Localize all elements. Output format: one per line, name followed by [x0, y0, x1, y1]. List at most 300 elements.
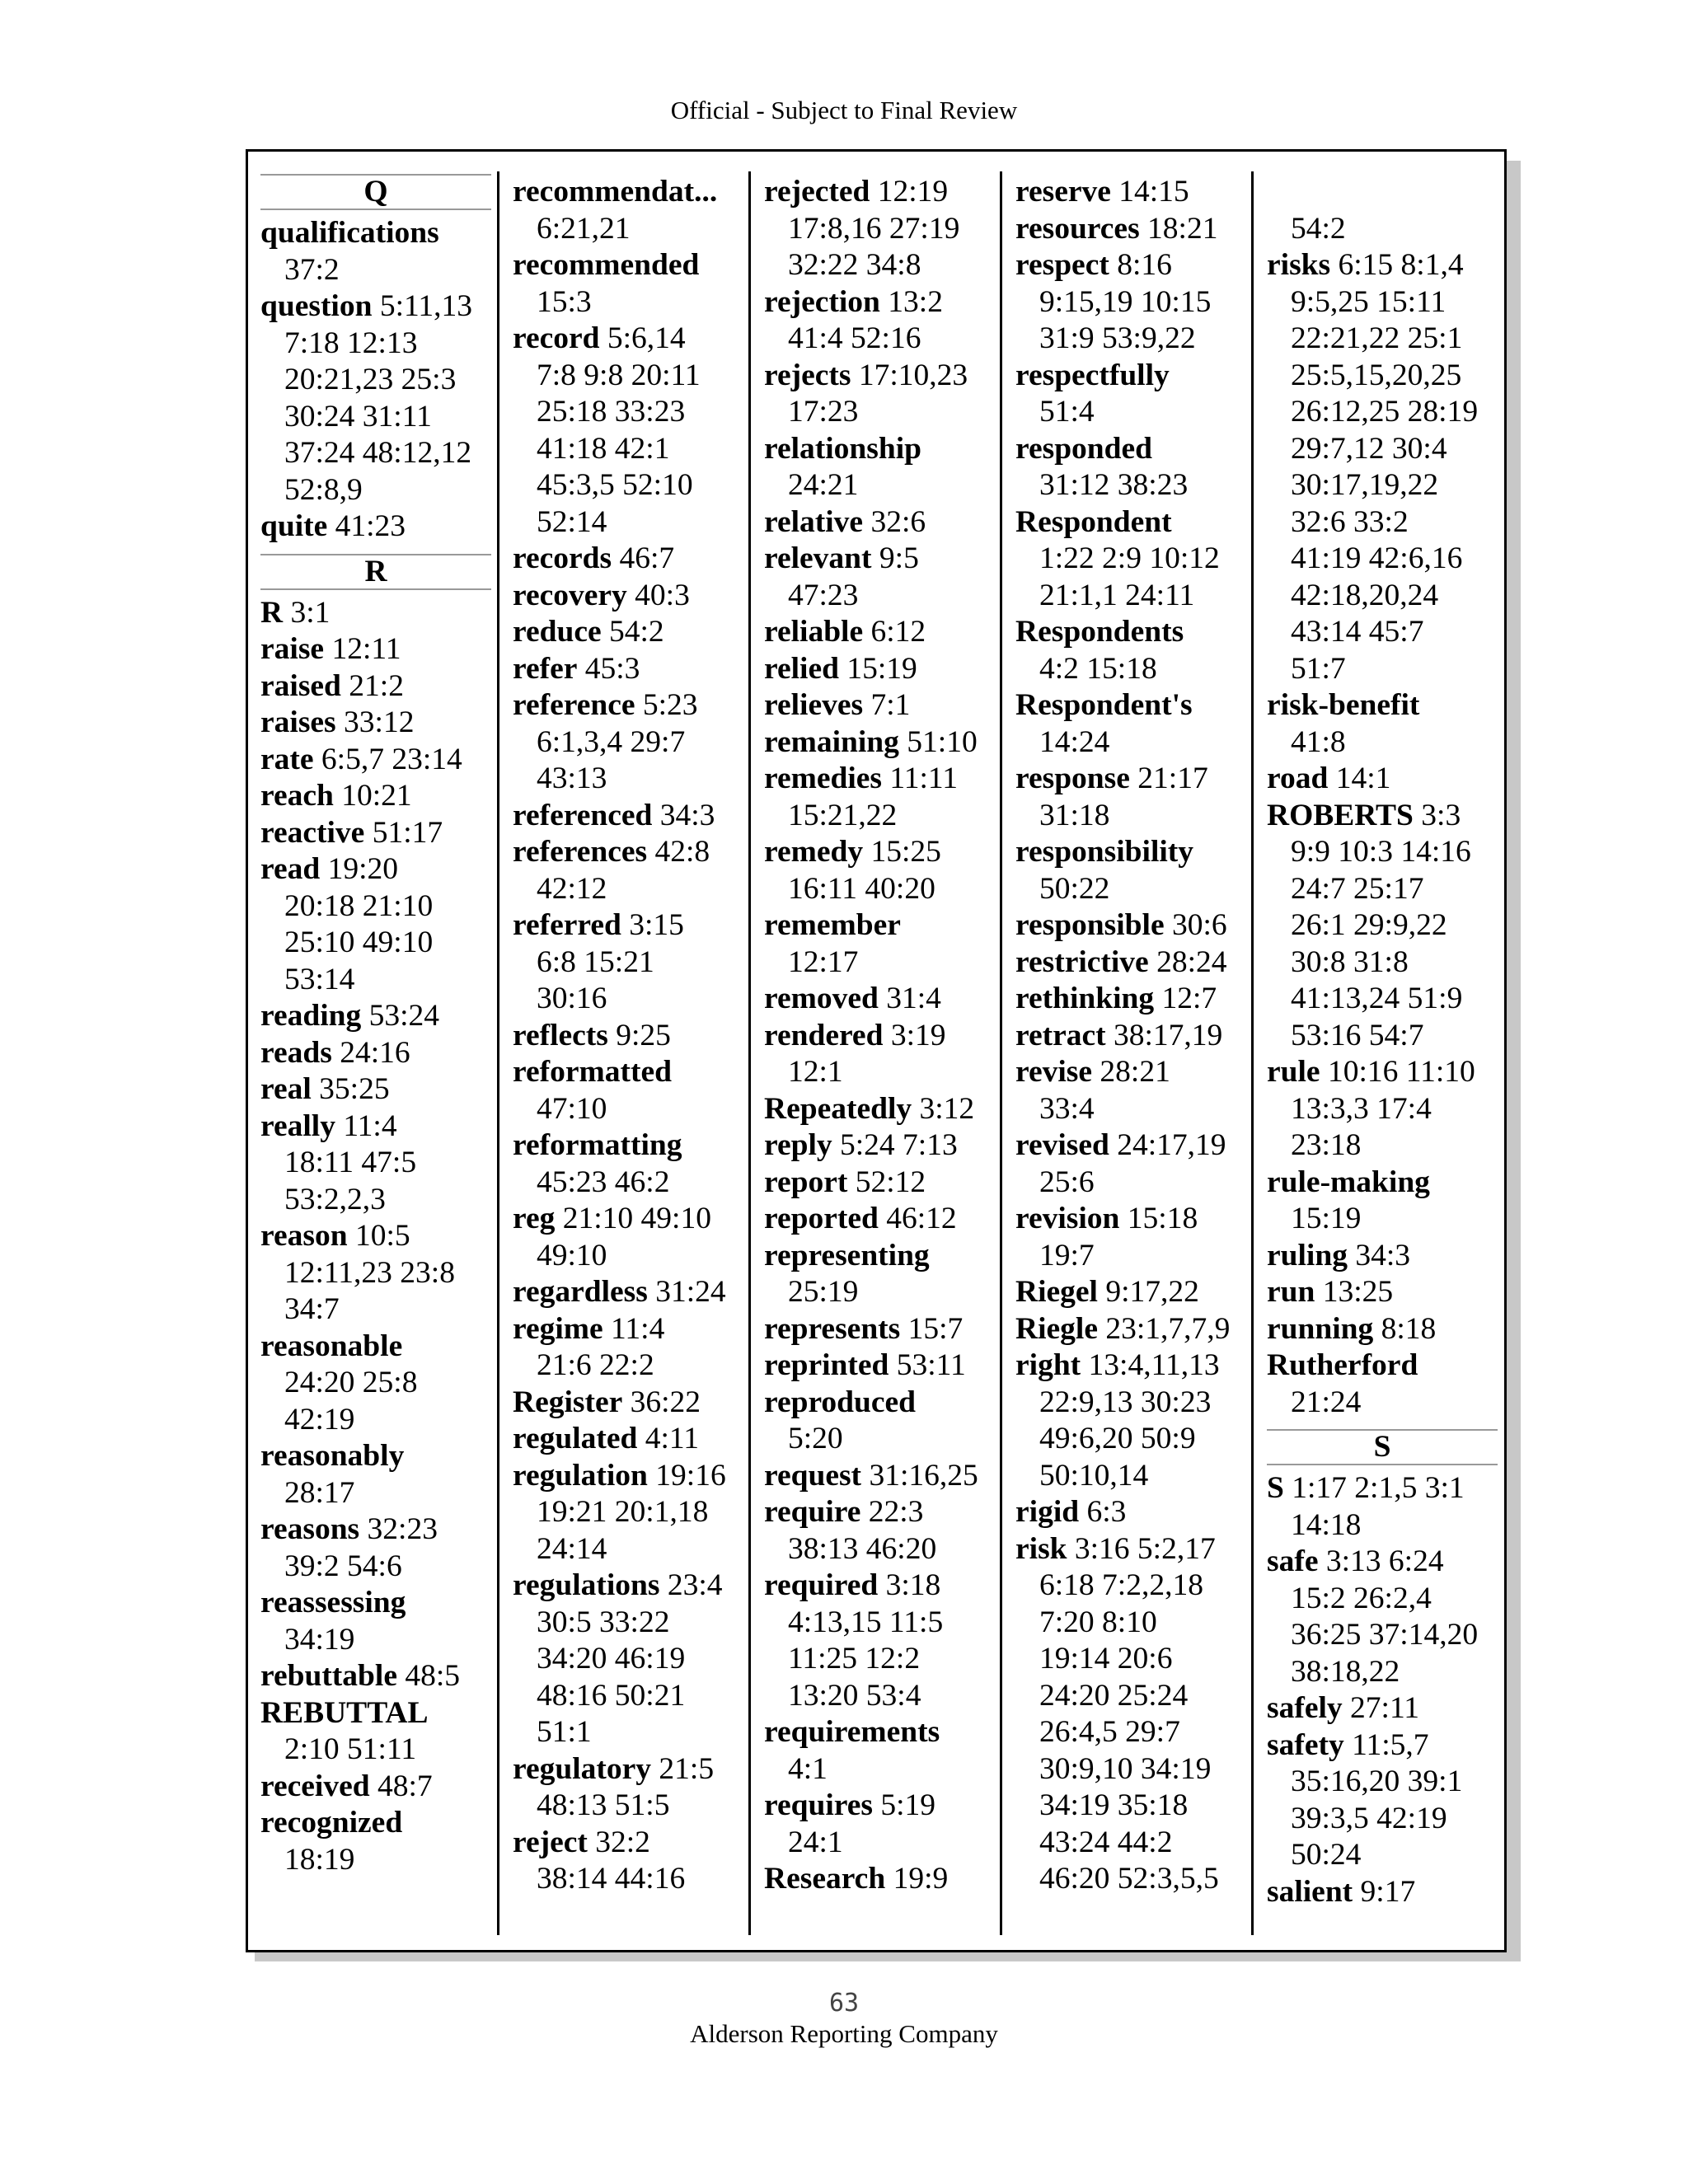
- index-entry: [1267, 1165, 1498, 1238]
- index-entry: [513, 1825, 743, 1898]
- entry-first-line: [764, 1091, 995, 1128]
- entry-first-line: [1267, 1727, 1498, 1765]
- page-refs: 43:14 45:7: [1291, 615, 1424, 649]
- entry-first-line: [1267, 1470, 1498, 1507]
- entry-first-line: [1267, 761, 1498, 798]
- page-refs: 53:24: [368, 999, 440, 1033]
- page-refs: 6:5,7 23:14: [321, 742, 462, 776]
- entry-continuation-line: [513, 1788, 743, 1825]
- entry-continuation-line: [513, 871, 743, 908]
- entry-first-line: [513, 541, 743, 578]
- entry-continuation-line: [260, 1549, 491, 1586]
- page-refs: 25:18 33:23: [537, 395, 686, 429]
- index-entry: [513, 1054, 743, 1127]
- page-refs: 30:17,19,22: [1291, 468, 1439, 502]
- index-entry: [764, 834, 995, 907]
- index-entry: [1015, 1018, 1246, 1055]
- page-refs: 46:12: [886, 1202, 957, 1235]
- entry-continuation-line: [764, 1421, 995, 1458]
- page-refs: 25:6: [1039, 1165, 1095, 1199]
- index-entry: [260, 1658, 491, 1695]
- entry-first-line: [1015, 211, 1246, 248]
- entry-continuation-line: [513, 1347, 743, 1385]
- entry-first-line: [764, 1458, 995, 1495]
- page-refs: 19:7: [1039, 1238, 1095, 1272]
- page-refs: 31:18: [1039, 798, 1110, 832]
- page-refs: 4:13,15 11:5: [788, 1605, 944, 1639]
- page-refs: 39:2 54:6: [284, 1549, 402, 1583]
- index-entry: [1015, 504, 1246, 615]
- page-refs: 53:11: [896, 1348, 966, 1382]
- page-refs: 3:16 5:2,17: [1074, 1531, 1216, 1566]
- index-entry: [260, 742, 491, 779]
- entry-continuation-line: [1267, 871, 1498, 908]
- entry-first-line: [1267, 1311, 1498, 1348]
- index-word: regulated: [513, 1422, 638, 1455]
- entry-first-line: [1267, 1165, 1498, 1202]
- page-refs: 23:18: [1291, 1128, 1362, 1162]
- entry-first-line: [1015, 1274, 1246, 1311]
- page-refs: 12:1: [788, 1055, 843, 1089]
- page-refs: 24:14: [537, 1531, 607, 1566]
- page-refs: 19:14 20:6: [1039, 1642, 1173, 1675]
- page-refs: 38:17,19: [1114, 1018, 1223, 1052]
- page-refs: 25:10 49:10: [284, 926, 434, 959]
- page-refs: 24:1: [788, 1825, 843, 1859]
- index-word: refer: [513, 651, 578, 686]
- entry-continuation-line: [513, 981, 743, 1018]
- entry-first-line: [260, 1035, 491, 1072]
- page-refs: 22:21,22 25:1: [1291, 321, 1463, 355]
- index-word: rejects: [764, 358, 851, 392]
- page-refs: 20:18 21:10: [284, 888, 434, 923]
- index-word: reliable: [764, 615, 864, 649]
- entry-first-line: [1015, 1054, 1246, 1091]
- index-word: run: [1267, 1275, 1315, 1309]
- index-word: real: [260, 1072, 312, 1106]
- entry-first-line: [1015, 907, 1246, 944]
- page-refs: 43:24 44:2: [1039, 1825, 1173, 1859]
- index-entry: [1015, 431, 1246, 504]
- page-refs: 15:18: [1127, 1202, 1198, 1235]
- page-refs: 5:11,13: [379, 289, 472, 323]
- entry-continuation-line: [1015, 1165, 1246, 1202]
- index-entry: [513, 1421, 743, 1458]
- page-refs: 4:2 15:18: [1039, 651, 1157, 686]
- index-word: S: [1267, 1471, 1284, 1505]
- page-refs: 9:17: [1360, 1874, 1416, 1909]
- entry-first-line: [260, 1108, 491, 1146]
- entry-continuation-line: [260, 435, 491, 472]
- entry-first-line: [260, 1071, 491, 1108]
- page-refs: 23:4: [667, 1568, 723, 1602]
- entry-continuation-line: [764, 1751, 995, 1788]
- index-entry: [1015, 1201, 1246, 1274]
- page-refs: 9:5: [879, 541, 919, 575]
- index-word: Repeatedly: [764, 1091, 912, 1126]
- index-word: Respondents: [1015, 615, 1184, 649]
- index-word: regulations: [513, 1568, 660, 1602]
- page-refs: 7:20 8:10: [1039, 1605, 1157, 1639]
- index-word: representing: [764, 1238, 930, 1272]
- entry-first-line: [1015, 834, 1246, 871]
- page-refs: 19:16: [655, 1458, 726, 1493]
- page-refs: 43:13: [537, 762, 607, 795]
- page-refs: 3:15: [629, 908, 684, 942]
- page-refs: 41:4 52:16: [788, 321, 921, 355]
- section-letter: Q: [260, 174, 491, 210]
- index-word: revised: [1015, 1128, 1109, 1162]
- section-letter: R: [260, 554, 491, 590]
- entry-continuation-line: [764, 1825, 995, 1862]
- entry-first-line: [1015, 687, 1246, 724]
- entry-first-line: [260, 509, 491, 546]
- page-refs: 21:24: [1291, 1385, 1362, 1419]
- page-refs: 32:6 33:2: [1291, 504, 1409, 539]
- index-entry: [1015, 834, 1246, 907]
- index-word: read: [260, 852, 321, 886]
- index-entry: [764, 358, 995, 431]
- entry-first-line: [1267, 798, 1498, 835]
- page-refs: 13:4,11,13: [1088, 1348, 1220, 1382]
- page-refs: 38:14 44:16: [537, 1862, 686, 1896]
- entry-first-line: [764, 504, 995, 541]
- index-word: relied: [764, 651, 839, 686]
- index-entry: [764, 614, 995, 651]
- page-refs: 5:6,14: [607, 321, 686, 355]
- page-refs: 13:25: [1322, 1275, 1394, 1309]
- page-number: 63: [828, 1989, 860, 2018]
- index-word: reformatting: [513, 1128, 682, 1162]
- index-word: referenced: [513, 798, 653, 832]
- page-refs: 13:3,3 17:4: [1291, 1091, 1432, 1126]
- page-refs: 35:25: [319, 1072, 390, 1106]
- entry-first-line: [260, 1585, 491, 1622]
- entry-first-line: [764, 1568, 995, 1605]
- index-word: responsibility: [1015, 835, 1194, 869]
- page-refs: 33:4: [1039, 1091, 1095, 1126]
- page-refs: 41:8: [1291, 724, 1346, 759]
- index-word: really: [260, 1108, 335, 1143]
- entry-first-line: [764, 1861, 995, 1898]
- entry-continuation-line: [1015, 1385, 1246, 1422]
- index-column-1: [260, 174, 491, 1938]
- entry-continuation-line: [260, 1732, 491, 1769]
- page-refs: 33:12: [344, 705, 415, 739]
- index-entry: [764, 1458, 995, 1495]
- index-entry: [764, 1311, 995, 1348]
- page-refs: 24:20 25:8: [284, 1366, 418, 1399]
- entry-continuation-line: [1015, 724, 1246, 762]
- page-refs: 5:20: [788, 1422, 843, 1455]
- page-refs: 15:19: [846, 651, 917, 686]
- index-entry: [764, 1385, 995, 1458]
- page-refs: 31:16,25: [869, 1458, 978, 1493]
- page-refs: 49:6,20 50:9: [1039, 1422, 1196, 1455]
- page-refs: 15:2 26:2,4: [1291, 1581, 1432, 1615]
- page-refs: 48:7: [377, 1769, 433, 1803]
- index-word: Register: [513, 1385, 623, 1419]
- entry-first-line: [764, 1714, 995, 1751]
- page-refs: 21:5: [659, 1751, 715, 1786]
- entry-first-line: [1267, 1274, 1498, 1311]
- index-word: records: [513, 541, 612, 575]
- page-refs: 53:14: [284, 962, 355, 996]
- page-refs: 17:23: [788, 395, 859, 429]
- page-refs: 50:24: [1291, 1838, 1362, 1872]
- index-entry: [513, 1127, 743, 1201]
- entry-continuation-line: [764, 321, 995, 358]
- entry-first-line: [1015, 1201, 1246, 1238]
- index-entry: [764, 504, 995, 541]
- index-word: Respondent's: [1015, 688, 1193, 722]
- entry-first-line: [513, 247, 743, 284]
- index-entry: [1015, 1311, 1246, 1348]
- page-refs: 12:19: [877, 175, 949, 209]
- page-refs: 24:21: [788, 468, 859, 502]
- entry-first-line: [764, 687, 995, 724]
- page-refs: 28:17: [284, 1475, 355, 1510]
- entry-continuation-line: [260, 399, 491, 436]
- page-refs: 53:16 54:7: [1291, 1018, 1424, 1052]
- entry-continuation-line: [1015, 1091, 1246, 1128]
- page-refs: 7:1: [870, 688, 911, 722]
- entry-first-line: [260, 215, 491, 252]
- page-refs: 3:1: [290, 595, 331, 630]
- entry-continuation-line: [1267, 211, 1498, 248]
- page-refs: 18:11 47:5: [284, 1146, 417, 1179]
- index-word: retract: [1015, 1018, 1106, 1052]
- index-word: recommendat...: [513, 175, 718, 209]
- entry-continuation-line: [764, 1605, 995, 1642]
- page-refs: 14:24: [1039, 724, 1110, 759]
- entry-continuation-line: [260, 1365, 491, 1402]
- entry-continuation-line: [513, 1238, 743, 1275]
- page-refs: 30:6: [1171, 908, 1227, 942]
- entry-first-line: [513, 1825, 743, 1862]
- page-refs: 9:9 10:3 14:16: [1291, 835, 1471, 869]
- index-word: Research: [764, 1862, 886, 1896]
- entry-first-line: [260, 1769, 491, 1806]
- index-word: responded: [1015, 431, 1153, 466]
- index-word: Respondent: [1015, 504, 1172, 539]
- entry-first-line: [764, 358, 995, 395]
- page-refs: 41:18 42:1: [537, 431, 670, 466]
- page-refs: 6:8 15:21: [537, 944, 654, 979]
- index-entry: [764, 761, 995, 834]
- page-refs: 6:12: [870, 615, 926, 649]
- index-word: raised: [260, 668, 341, 703]
- index-word: right: [1015, 1348, 1081, 1382]
- entry-continuation-line: [260, 925, 491, 962]
- page-refs: 51:7: [1291, 651, 1346, 686]
- page-refs: 27:11: [1350, 1691, 1420, 1725]
- index-word: rejected: [764, 175, 870, 209]
- page-refs: 10:5: [354, 1219, 410, 1253]
- page-refs: 14:15: [1118, 175, 1189, 209]
- entry-first-line: [513, 1127, 743, 1165]
- entry-first-line: [1015, 944, 1246, 982]
- page-refs: 3:12: [919, 1091, 975, 1126]
- index-entry: [513, 834, 743, 907]
- index-entry: [513, 1568, 743, 1751]
- page-refs: 42:19: [284, 1402, 355, 1436]
- entry-continuation-line: [1015, 467, 1246, 504]
- entry-first-line: [513, 1568, 743, 1605]
- entry-first-line: [513, 651, 743, 688]
- page-refs: 50:10,14: [1039, 1458, 1149, 1493]
- index-entry: [260, 509, 491, 546]
- entry-continuation-line: [1015, 798, 1246, 835]
- index-entry: [260, 1071, 491, 1108]
- index-word: reasonably: [260, 1439, 405, 1473]
- entry-first-line: [260, 742, 491, 779]
- index-word: relative: [764, 504, 864, 539]
- page-refs: 51:4: [1039, 395, 1095, 429]
- entry-first-line: [260, 998, 491, 1035]
- entry-first-line: [1267, 247, 1498, 284]
- index-column-5: [1267, 174, 1498, 1938]
- entry-continuation-line: [1015, 1788, 1246, 1825]
- index-entry: [1267, 1347, 1498, 1421]
- index-word: recognized: [260, 1806, 403, 1840]
- index-entry: [764, 1788, 995, 1861]
- index-word: REBUTTAL: [260, 1695, 429, 1730]
- page-refs: 14:1: [1335, 762, 1391, 795]
- entry-continuation-line: [764, 211, 995, 248]
- index-entry: [764, 651, 995, 688]
- entry-first-line: [764, 284, 995, 321]
- index-entry: [764, 1018, 995, 1091]
- entry-continuation-line: [764, 798, 995, 835]
- page-refs: 9:25: [616, 1018, 671, 1052]
- entry-first-line: [260, 1658, 491, 1695]
- page-refs: 21:1,1 24:11: [1039, 578, 1195, 612]
- index-entry: [260, 705, 491, 742]
- page-refs: 30:5 33:22: [537, 1605, 670, 1639]
- entry-first-line: [1267, 1054, 1498, 1091]
- entry-continuation-line: [513, 1531, 743, 1568]
- entry-continuation-line: [513, 467, 743, 504]
- entry-continuation-line: [513, 504, 743, 541]
- index-entry: [1015, 1127, 1246, 1201]
- entry-continuation-line: [1267, 651, 1498, 688]
- entry-first-line: [764, 651, 995, 688]
- page-refs: 31:12 38:23: [1039, 468, 1189, 502]
- entry-continuation-line: [1015, 284, 1246, 321]
- entry-first-line: [260, 778, 491, 815]
- page-refs: 5:23: [642, 688, 698, 722]
- entry-continuation-line: [764, 944, 995, 982]
- page-refs: 4:11: [645, 1422, 700, 1455]
- page-refs: 41:19 42:6,16: [1291, 541, 1463, 575]
- page-refs: 52:12: [855, 1165, 926, 1199]
- index-word: raises: [260, 705, 336, 739]
- index-entry: [513, 614, 743, 651]
- entry-first-line: [513, 1274, 743, 1311]
- entry-continuation-line: [1267, 394, 1498, 431]
- entry-first-line: [513, 614, 743, 651]
- index-entry: [260, 1805, 491, 1878]
- entry-first-line: [1015, 1494, 1246, 1531]
- page-refs: 13:2: [888, 284, 943, 319]
- page-refs: 30:9,10 34:19: [1039, 1751, 1212, 1786]
- page-refs: 15:19: [1291, 1202, 1362, 1235]
- index-word: relevant: [764, 541, 872, 575]
- page-refs: 30:16: [537, 982, 607, 1015]
- page-refs: 48:13 51:5: [537, 1788, 670, 1822]
- page-refs: 6:1,3,4 29:7: [537, 724, 686, 759]
- entry-continuation-line: [260, 1402, 491, 1439]
- page-refs: 48:5: [405, 1659, 461, 1693]
- index-word: risk-benefit: [1267, 688, 1420, 722]
- entry-first-line: [764, 1165, 995, 1202]
- entry-first-line: [260, 1218, 491, 1255]
- entry-first-line: [1267, 1544, 1498, 1581]
- entry-first-line: [260, 851, 491, 888]
- page-refs: 2:10 51:11: [284, 1732, 417, 1766]
- index-word: removed: [764, 982, 879, 1015]
- page-refs: 25:19: [788, 1275, 859, 1309]
- page-refs: 45:3,5 52:10: [537, 468, 693, 502]
- index-entry: [1267, 1544, 1498, 1690]
- entry-continuation-line: [260, 1145, 491, 1182]
- page-refs: 31:24: [655, 1275, 726, 1309]
- index-word: response: [1015, 762, 1130, 795]
- entry-continuation-line: [1267, 1801, 1498, 1838]
- page-refs: 41:23: [335, 509, 406, 543]
- index-word: requirements: [764, 1715, 940, 1749]
- index-entry: [1267, 761, 1498, 798]
- page-refs: 26:1 29:9,22: [1291, 908, 1447, 942]
- page-refs: 34:7: [284, 1292, 340, 1326]
- entry-first-line: [1015, 981, 1246, 1018]
- entry-first-line: [1015, 761, 1246, 798]
- page-refs: 4:1: [788, 1751, 828, 1786]
- page-refs: 21:6 22:2: [537, 1348, 654, 1382]
- index-entry: [260, 1438, 491, 1511]
- index-word: reference: [513, 688, 635, 722]
- index-word: rendered: [764, 1018, 884, 1052]
- entry-continuation-line: [1267, 541, 1498, 578]
- page-refs: 32:6: [870, 504, 926, 539]
- page-refs: 14:18: [1291, 1507, 1362, 1542]
- entry-continuation-line: [1015, 1421, 1246, 1458]
- entry-first-line: [513, 834, 743, 871]
- entry-first-line: [764, 834, 995, 871]
- page-refs: 41:13,24 51:9: [1291, 982, 1463, 1015]
- page-refs: 3:3: [1421, 798, 1461, 832]
- index-word: remaining: [764, 724, 899, 759]
- page-refs: 45:3: [584, 651, 640, 686]
- page-refs: 3:18: [885, 1568, 941, 1602]
- entry-continuation-line: [1015, 1568, 1246, 1605]
- index-entry: [1015, 687, 1246, 761]
- entry-continuation-line: [1267, 1837, 1498, 1874]
- page-refs: 12:7: [1161, 982, 1217, 1015]
- index-entry: [764, 1091, 995, 1128]
- page-refs: 19:20: [327, 852, 399, 886]
- entry-continuation-line: [1015, 321, 1246, 358]
- entry-first-line: [1015, 1347, 1246, 1385]
- index-entry: [260, 668, 491, 705]
- entry-first-line: [764, 907, 995, 944]
- page-refs: 47:23: [788, 578, 859, 612]
- page-refs: 3:13 6:24: [1325, 1544, 1444, 1578]
- page-refs: 45:23 46:2: [537, 1165, 670, 1199]
- entry-continuation-line: [1015, 651, 1246, 688]
- entry-continuation-line: [764, 1054, 995, 1091]
